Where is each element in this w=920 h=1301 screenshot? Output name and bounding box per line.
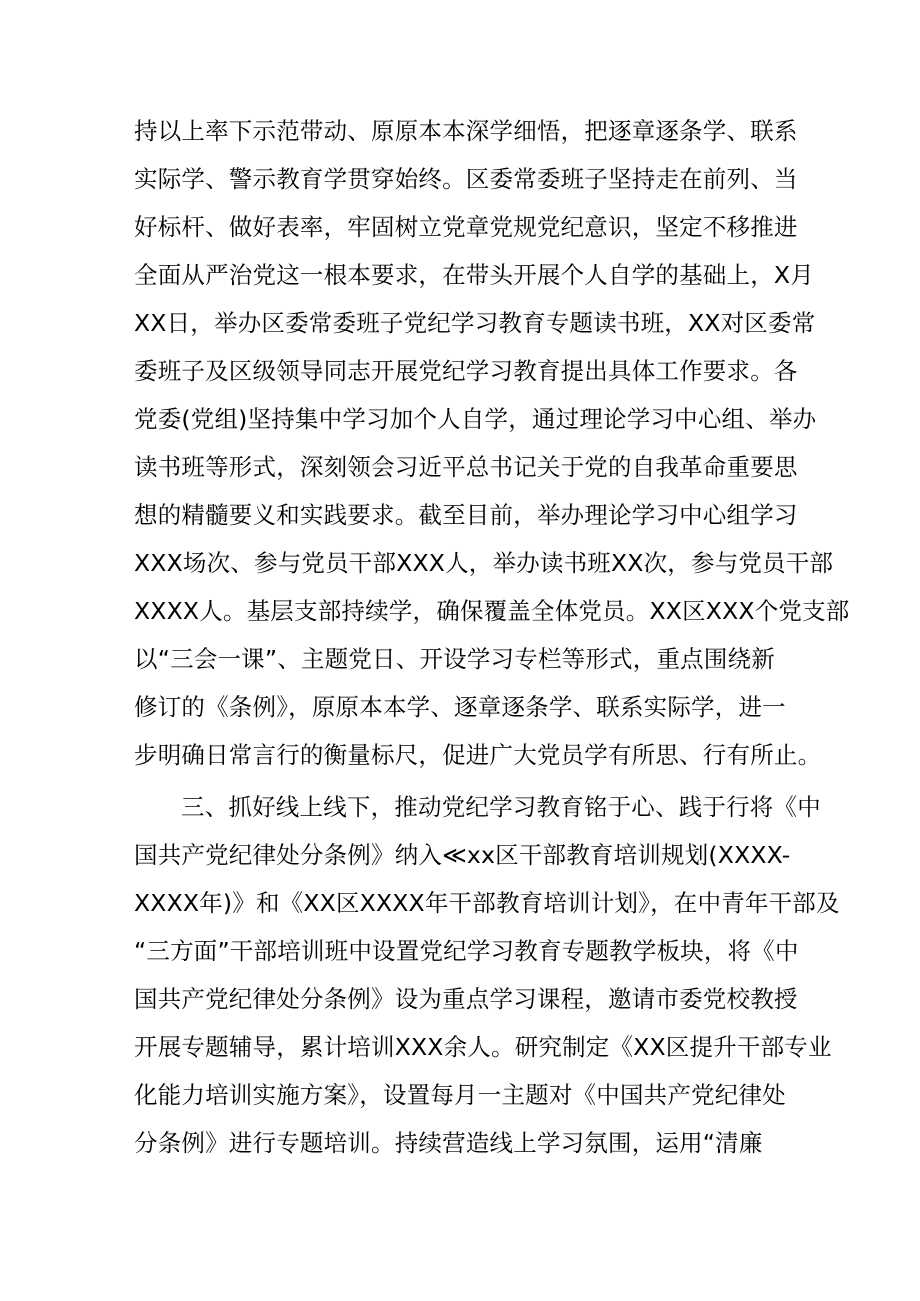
text-line-16: 国共产党纪律处分条例》纳入≪xx区干部教育培训规划(XXXX- xyxy=(134,841,791,869)
text-line-3: 好标杆、做好表率，牢固树立党章党规党纪意识，坚定不移推进 xyxy=(134,213,798,241)
text-line-11: XXXX人。基层支部持续学，确保覆盖全体党员。XX区XXX个党支部 xyxy=(134,597,850,625)
text-line-5: XX日，举办区委常委班子党纪学习教育专题读书班，XX对区委常 xyxy=(134,309,816,337)
text-line-2: 实际学、警示教育学贯穿始终。区委常委班子坚持走在前列、当 xyxy=(134,165,798,193)
text-line-13: 修订的《条例》，原原本本学、逐章逐条学、联系实际学，进一 xyxy=(134,693,786,721)
text-line-6: 委班子及区级领导同志开展党纪学习教育提出具体工作要求。各 xyxy=(134,357,798,385)
text-line-18: “三方面”干部培训班中设置党纪学习教育专题教学板块，将《中 xyxy=(134,937,799,965)
text-line-14: 步明确日常言行的衡量标尺，促进广大党员学有所思、行有所止。 xyxy=(134,741,822,769)
text-line-20: 开展专题辅导，累计培训XXX余人。研究制定《XX区提升干部专业 xyxy=(134,1033,832,1061)
text-line-7: 党委(党组)坚持集中学习加个人自学，通过理论学习中心组、举办 xyxy=(134,405,817,433)
text-line-10: XXX场次、参与党员干部XXX人，举办读书班XX次，参与党员干部 xyxy=(134,549,834,577)
text-line-17: XXXX年)》和《XX区XXXX年干部教育培训计划》，在中青年干部及 xyxy=(134,889,840,917)
text-line-8: 读书班等形式，深刻领会习近平总书记关于党的自我革命重要思 xyxy=(134,453,798,481)
text-line-19: 国共产党纪律处分条例》设为重点学习课程，邀请市委党校教授 xyxy=(134,985,798,1013)
text-line-4: 全面从严治党这一根本要求，在带头开展个人自学的基础上，X月 xyxy=(134,261,814,289)
text-line-12: 以“三会一课”、主题党日、开设学习专栏等形式，重点围绕新 xyxy=(134,645,775,673)
text-line-9: 想的精髓要义和实践要求。截至目前，举办理论学习中心组学习 xyxy=(134,501,798,529)
text-line-21: 化能力培训实施方案》，设置每月一主题对《中国共产党纪律处 xyxy=(134,1081,786,1109)
text-line-22: 分条例》进行专题培训。持续营造线上学习氛围，运用“清廉 xyxy=(134,1129,763,1157)
text-line-1: 持以上率下示范带动、原原本本深学细悟，把逐章逐条学、联系 xyxy=(134,117,798,145)
section-heading-line: 三、抓好线上线下，推动党纪学习教育铭于心、践于行将《中 xyxy=(181,793,821,821)
